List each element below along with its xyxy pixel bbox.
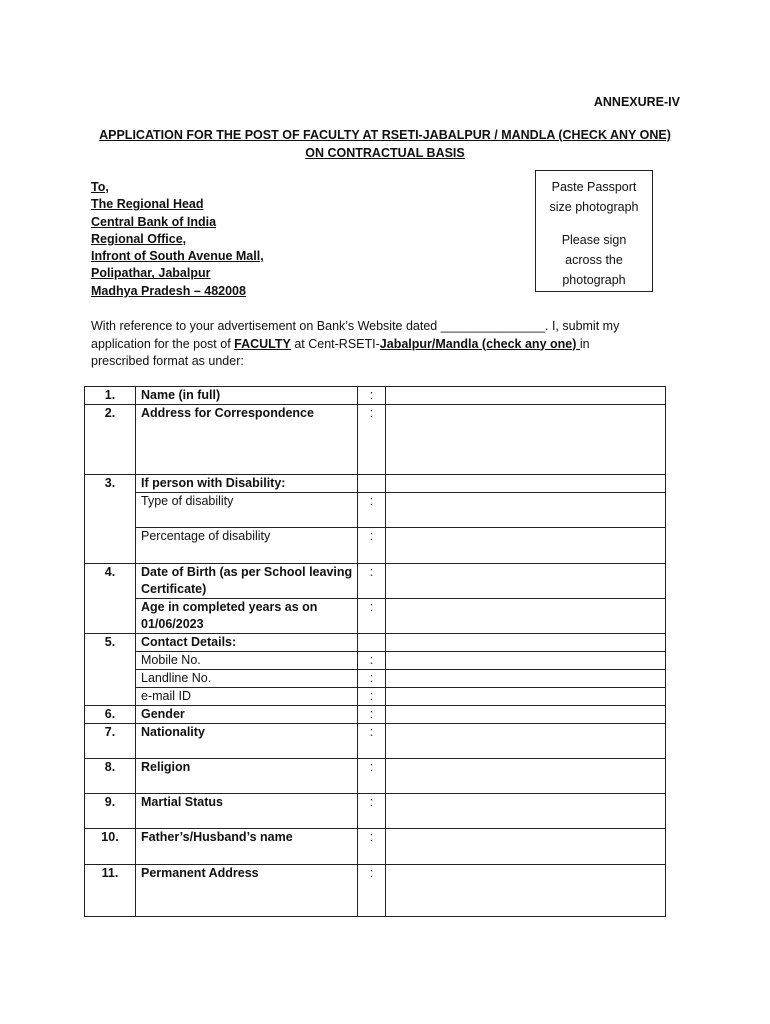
gender-input-cell[interactable]: [386, 706, 666, 724]
form-title-line1: APPLICATION FOR THE POST OF FACULTY AT RSETI-JABALPUR / MANDLA (CHECK ANY ONE): [99, 128, 671, 142]
field-label-religion: Religion: [136, 759, 358, 794]
colon: :: [358, 528, 386, 564]
photo-box-line: photograph: [562, 273, 626, 287]
photo-box-line: across the: [565, 253, 623, 267]
table-row: [85, 688, 666, 706]
colon: :: [358, 652, 386, 670]
row-number: 9.: [85, 794, 136, 829]
field-label-age: Age in completed years as on 01/06/2023: [136, 599, 358, 634]
photo-box: [535, 170, 653, 292]
field-label-disability-percentage: Percentage of disability: [136, 528, 358, 564]
photo-box-line: size photograph: [549, 200, 639, 214]
field-label-landline: Landline No.: [136, 670, 358, 688]
table-row: [85, 493, 666, 528]
row-number: 3.: [85, 475, 136, 564]
form-title-line2: ON CONTRACTUAL BASIS: [305, 146, 465, 160]
table-row: [85, 706, 666, 724]
address-line: Infront of South Avenue Mall,: [91, 249, 264, 264]
date-of-birth-input-cell[interactable]: [386, 564, 666, 599]
intro-paragraph: [91, 318, 651, 371]
table-row: [85, 599, 666, 634]
table-row: [85, 387, 666, 405]
row-number: 1.: [85, 387, 136, 405]
table-row: [85, 759, 666, 794]
intro-text: at Cent-RSETI-: [290, 336, 380, 351]
application-form-table: [84, 386, 666, 917]
landline-input-cell[interactable]: [386, 670, 666, 688]
field-label-permanent-address: Permanent Address: [136, 865, 358, 917]
table-row: [85, 670, 666, 688]
table-row: [85, 634, 666, 652]
blank-colon-cell: [358, 475, 386, 493]
blank-cell: [386, 634, 666, 652]
intro-text: in prescribed format as under:: [91, 336, 590, 368]
colon: :: [358, 387, 386, 405]
row-number: 8.: [85, 759, 136, 794]
colon: :: [358, 688, 386, 706]
intro-text: With reference to your advertisement on Bank’s Website dated _______________. I, submit my application for the post of: [91, 319, 620, 351]
table-row: [85, 794, 666, 829]
table-row: [85, 652, 666, 670]
address-line: Madhya Pradesh – 482008: [91, 283, 246, 298]
age-input-cell[interactable]: [386, 599, 666, 634]
table-row: [85, 829, 666, 865]
row-number: 2.: [85, 405, 136, 475]
address-line: Central Bank of India: [91, 214, 217, 229]
field-label-father-husband-name: Father’s/Husband’s name: [136, 829, 358, 865]
field-label-correspondence-address: Address for Correspondence: [136, 405, 358, 475]
row-number: 4.: [85, 564, 136, 634]
address-line: Polipathar, Jabalpur: [91, 266, 211, 281]
table-row: [85, 564, 666, 599]
disability-type-input-cell[interactable]: [386, 493, 666, 528]
field-label-disability-type: Type of disability: [136, 493, 358, 528]
address-line: Regional Office,: [91, 231, 187, 246]
table-row: [85, 865, 666, 917]
field-label-email: e-mail ID: [136, 688, 358, 706]
field-label-mobile: Mobile No.: [136, 652, 358, 670]
colon: :: [358, 599, 386, 634]
field-label-marital-status: Martial Status: [136, 794, 358, 829]
disability-percentage-input-cell[interactable]: [386, 528, 666, 564]
photo-box-line: Please sign: [561, 233, 627, 247]
marital-status-input-cell[interactable]: [386, 794, 666, 829]
field-label-nationality: Nationality: [136, 724, 358, 759]
mobile-input-cell[interactable]: [386, 652, 666, 670]
colon: :: [358, 759, 386, 794]
colon: :: [358, 405, 386, 475]
field-label-disability: If person with Disability:: [136, 475, 358, 493]
religion-input-cell[interactable]: [386, 759, 666, 794]
row-number: 5.: [85, 634, 136, 706]
colon: :: [358, 670, 386, 688]
blank-cell: [386, 475, 666, 493]
field-label-date-of-birth: Date of Birth (as per School leaving Certificate): [136, 564, 358, 599]
colon: :: [358, 493, 386, 528]
permanent-address-input-cell[interactable]: [386, 865, 666, 917]
field-label-gender: Gender: [136, 706, 358, 724]
recipient-address: [91, 179, 264, 300]
table-row: [85, 724, 666, 759]
colon: :: [358, 724, 386, 759]
annexure-label: ANNEXURE-IV: [593, 95, 680, 109]
address-line: To,: [91, 180, 109, 194]
address-line: The Regional Head: [91, 197, 204, 212]
table-row: [85, 528, 666, 564]
photo-box-line: Paste Passport: [551, 180, 637, 194]
name-input-cell[interactable]: [386, 387, 666, 405]
row-number: 10.: [85, 829, 136, 865]
table-row: [85, 475, 666, 493]
colon: :: [358, 829, 386, 865]
colon: :: [358, 564, 386, 599]
row-number: 11.: [85, 865, 136, 917]
row-number: 7.: [85, 724, 136, 759]
colon: :: [358, 865, 386, 917]
table-row: [85, 405, 666, 475]
row-number: 6.: [85, 706, 136, 724]
nationality-input-cell[interactable]: [386, 724, 666, 759]
email-input-cell[interactable]: [386, 688, 666, 706]
intro-post-name: FACULTY: [234, 336, 291, 351]
correspondence-address-input-cell[interactable]: [386, 405, 666, 475]
field-label-contact-details: Contact Details:: [136, 634, 358, 652]
blank-colon-cell: [358, 634, 386, 652]
colon: :: [358, 706, 386, 724]
intro-center-choice: Jabalpur/Mandla (check any one): [379, 336, 580, 351]
field-label-name: Name (in full): [136, 387, 358, 405]
colon: :: [358, 794, 386, 829]
father-husband-name-input-cell[interactable]: [386, 829, 666, 865]
